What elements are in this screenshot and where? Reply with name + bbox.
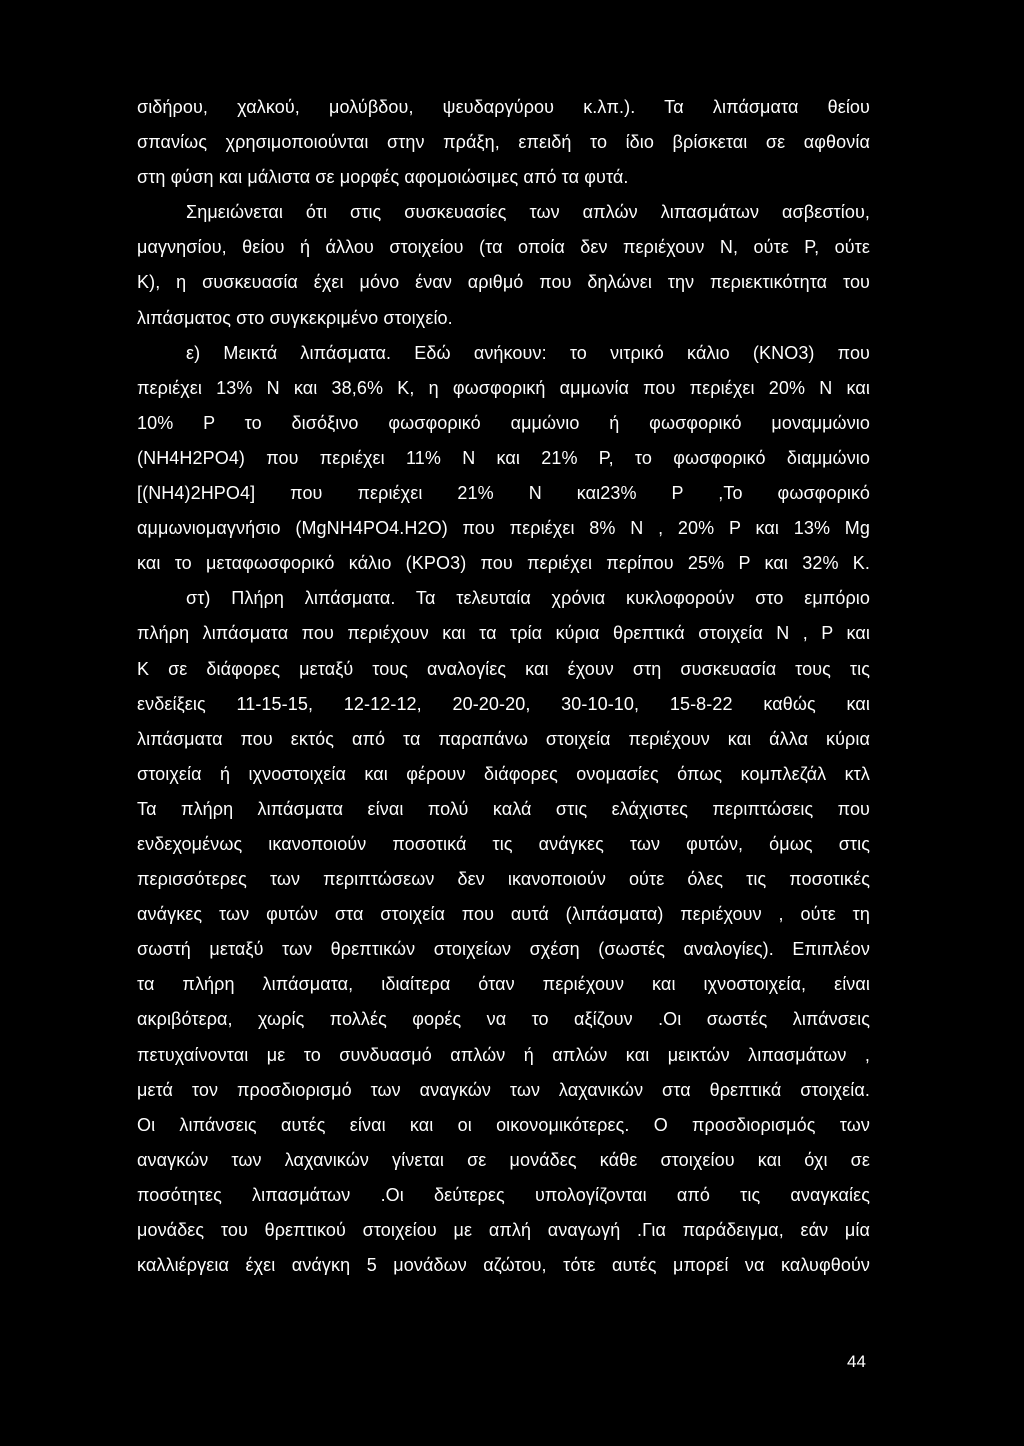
text-line: πλήρη λιπάσματα που περιέχουν και τα τρία κύρια θρεπτικά στοιχεία Ν , Ρ και (137, 623, 870, 644)
text-line: στοιχεία ή ιχνοστοιχεία και φέρουν διάφορες ονομασίες όπως κομπλεζάλ κτλ (137, 763, 870, 784)
text-line: [(NH4)2HPO4] που περιέχει 21% Ν και23% Ρ ,Το φωσφορικό (137, 483, 870, 504)
text-line: στ) Πλήρη λιπάσματα. Τα τελευταία χρόνια κυκλοφορούν στο εμπόριο (186, 588, 870, 609)
text-line: πετυχαίνονται με το συνδυασμό απλών ή απλών και μεικτών λιπασμάτων , (137, 1044, 870, 1065)
text-line: μετά τον προσδιορισμό των αναγκών των λαχανικών στα θρεπτικά στοιχεία. (137, 1079, 870, 1100)
text-line: ενδείξεις 11-15-15, 12-12-12, 20-20-20, 30-10-10, 15-8-22 καθώς και (137, 693, 870, 714)
text-line: και το μεταφωσφορικό κάλιο (ΚΡΟ3) που περιέχει περίπου 25% Ρ και 32% Κ. (137, 553, 870, 574)
text-line: ακριβότερα, χωρίς πολλές φορές να το αξίζουν .Οι σωστές λιπάνσεις (137, 1009, 870, 1030)
text-line: ανάγκες των φυτών στα στοιχεία που αυτά (λιπάσματα) περιέχουν , ούτε τη (137, 904, 870, 925)
text-line: Τα πλήρη λιπάσματα είναι πολύ καλά στις ελάχιστες περιπτώσεις που (137, 798, 870, 819)
text-line: αμμωνιομαγνήσιο (MgNH4PO4.H2O) που περιέχει 8% Ν , 20% Ρ και 13% Mg (137, 518, 870, 539)
text-line: 10% Ρ το δισόξινο φωσφορικό αμμώνιο ή φωσφορικό μοναμμώνιο (137, 412, 870, 433)
body-text (137, 90, 870, 1283)
text-line: (NH4H2PO4) που περιέχει 11% Ν και 21% Ρ, το φωσφορικό διαμμώνιο (137, 447, 870, 468)
text-line: περιέχει 13% Ν και 38,6% Κ, η φωσφορική αμμωνία που περιέχει 20% Ν και (137, 377, 870, 398)
text-line: Σημειώνεται ότι στις συσκευασίες των απλών λιπασμάτων ασβεστίου, (186, 202, 870, 223)
text-line: μαγνησίου, θείου ή άλλου στοιχείου (τα οποία δεν περιέχουν Ν, ούτε Ρ, ούτε (137, 237, 870, 258)
text-line: σιδήρου, χαλκού, μολύβδου, ψευδαργύρου κ.λπ.). Τα λιπάσματα θείου (137, 97, 870, 117)
text-line: περισσότερες των περιπτώσεων δεν ικανοποιούν ούτε όλες τις ποσοτικές (137, 869, 870, 890)
text-line: ποσότητες λιπασμάτων .Οι δεύτερες υπολογίζονται από τις αναγκαίες (137, 1184, 870, 1205)
text-line: αναγκών των λαχανικών γίνεται σε μονάδες κάθε στοιχείου και όχι σε (137, 1149, 870, 1170)
text-line: σωστή μεταξύ των θρεπτικών στοιχείων σχέση (σωστές αναλογίες). Επιπλέον (137, 939, 870, 960)
text-line: καλλιέργεια έχει ανάγκη 5 μονάδων αζώτου, τότε αυτές μπορεί να καλυφθούν (137, 1255, 870, 1276)
text-line: Κ), η συσκευασία έχει μόνο έναν αριθμό που δηλώνει την περιεκτικότητα του (137, 272, 870, 293)
text-line: Κ σε διάφορες μεταξύ τους αναλογίες και έχουν στη συσκευασία τους τις (137, 658, 870, 679)
text-line: στη φύση και μάλιστα σε μορφές αφομοιώσιμες από τα φυτά. (137, 167, 629, 188)
text-line: Οι λιπάνσεις αυτές είναι και οι οικονομικότερες. Ο προσδιορισμός των (137, 1114, 870, 1135)
text-line: τα πλήρη λιπάσματα, ιδιαίτερα όταν περιέχουν και ιχνοστοιχεία, είναι (137, 974, 870, 995)
text-line: λιπάσματος στο συγκεκριμένο στοιχείο. (137, 307, 453, 328)
text-line: λιπάσματα που εκτός από τα παραπάνω στοιχεία περιέχουν και άλλα κύρια (137, 728, 870, 749)
page-number: 44 (847, 1352, 866, 1371)
text-line: μονάδες του θρεπτικού στοιχείου με απλή αναγωγή .Για παράδειγμα, εάν μία (137, 1220, 870, 1240)
text-line: σπανίως χρησιμοποιούνται στην πράξη, επειδή το ίδιο βρίσκεται σε αφθονία (137, 132, 870, 153)
text-line: ε) Μεικτά λιπάσματα. Εδώ ανήκουν: το νιτρικό κάλιο (ΚΝΟ3) που (186, 342, 870, 363)
text-line: ενδεχομένως ικανοποιούν ποσοτικά τις ανάγκες των φυτών, όμως στις (137, 833, 870, 854)
